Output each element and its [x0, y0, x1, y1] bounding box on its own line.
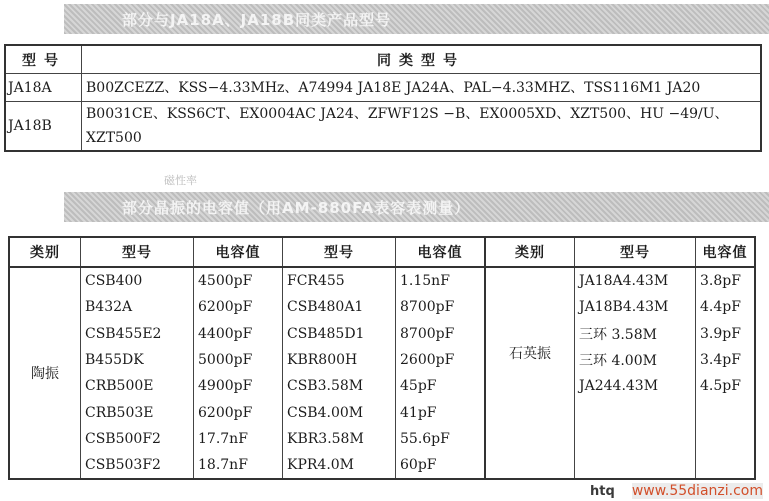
table-row — [5, 102, 761, 152]
capacitance-cell: 45pF — [396, 373, 486, 399]
model-cell: B455DK — [81, 347, 194, 373]
capacitance-cell: 3.8pF — [696, 267, 756, 294]
column-header-model: 型号 — [575, 237, 696, 267]
model-cell: KBR800H — [283, 347, 396, 373]
model-cell: CSB3.58M — [283, 373, 396, 399]
column-header-capacitance: 电容值 — [696, 237, 756, 267]
model-cell: CSB485D1 — [283, 321, 396, 347]
equivalents-cell: B0031CE、KSS6CT、EX0004AC JA24、ZFWF12S −B、EX0005XD、XZT500、HU −49/U、XZT500 — [82, 102, 762, 152]
model-cell: JA244.43M — [575, 373, 696, 399]
column-header-category: 类别 — [9, 237, 81, 267]
capacitance-cell — [696, 452, 756, 479]
category-quartz: 石英振 — [485, 267, 575, 479]
section-banner-capacitance: 部分晶振的电容值（用AM-880FA表容表测量） — [64, 192, 769, 222]
model-cell: JA18B4.43M — [575, 294, 696, 320]
faint-stamp-text: 磁性率 — [164, 174, 197, 187]
capacitance-table — [8, 236, 756, 480]
column-header-model: 型号 — [81, 237, 194, 267]
capacitance-cell: 4500pF — [194, 267, 283, 294]
capacitance-cell: 41pF — [396, 399, 486, 425]
capacitance-cell: 3.9pF — [696, 321, 756, 347]
model-cell: CSB4.00M — [283, 399, 396, 425]
column-header-equivalents: 同类型号 — [82, 45, 762, 74]
capacitance-cell: 4.4pF — [696, 294, 756, 320]
capacitance-cell — [696, 399, 756, 425]
table-row — [9, 267, 755, 294]
table-header-row — [9, 237, 755, 267]
model-cell: JA18A — [5, 74, 82, 102]
equivalents-table — [4, 44, 762, 152]
model-cell: JA18B — [5, 102, 82, 152]
model-cell: B432A — [81, 294, 194, 320]
table-row — [9, 452, 755, 479]
capacitance-cell: 18.7nF — [194, 452, 283, 479]
model-cell: KPR4.0M — [283, 452, 396, 479]
capacitance-cell: 8700pF — [396, 321, 486, 347]
column-header-capacitance: 电容值 — [396, 237, 486, 267]
model-cell: CRB503E — [81, 399, 194, 425]
table-header-row — [5, 45, 761, 74]
capacitance-cell: 6200pF — [194, 294, 283, 320]
table-row — [9, 347, 755, 373]
model-cell: KBR3.58M — [283, 426, 396, 452]
equivalents-cell: B00ZCEZZ、KSS−4.33MHz、A74994 JA18E JA24A、PAL−4.33MHZ、TSS116M1 JA20 — [82, 74, 762, 102]
capacitance-cell: 4.5pF — [696, 373, 756, 399]
model-cell: 三环 4.00M — [575, 347, 696, 373]
table-row — [9, 426, 755, 452]
table-row — [9, 294, 755, 320]
model-cell: CSB500F2 — [81, 426, 194, 452]
model-cell: CSB455E2 — [81, 321, 194, 347]
model-cell: FCR455 — [283, 267, 396, 294]
category-ceramic: 陶振 — [9, 267, 81, 479]
capacitance-cell — [696, 426, 756, 452]
column-header-capacitance: 电容值 — [194, 237, 283, 267]
table-row — [9, 399, 755, 425]
capacitance-cell: 1.15nF — [396, 267, 486, 294]
model-cell: CRB500E — [81, 373, 194, 399]
model-cell: JA18A4.43M — [575, 267, 696, 294]
table-row — [9, 373, 755, 399]
capacitance-cell: 6200pF — [194, 399, 283, 425]
model-cell: CSB400 — [81, 267, 194, 294]
capacitance-cell: 55.6pF — [396, 426, 486, 452]
column-header-model: 型号 — [5, 45, 82, 74]
capacitance-cell: 3.4pF — [696, 347, 756, 373]
column-header-model: 型号 — [283, 237, 396, 267]
model-cell — [575, 399, 696, 425]
capacitance-cell: 8700pF — [396, 294, 486, 320]
site-watermark: www.55dianzi.com — [631, 483, 763, 499]
capacitance-cell: 5000pF — [194, 347, 283, 373]
model-cell: CSB503F2 — [81, 452, 194, 479]
table-row — [9, 321, 755, 347]
column-header-category: 类别 — [485, 237, 575, 267]
capacitance-cell: 60pF — [396, 452, 486, 479]
model-cell — [575, 452, 696, 479]
table-row — [5, 74, 761, 102]
capacitance-cell: 4900pF — [194, 373, 283, 399]
model-cell: CSB480A1 — [283, 294, 396, 320]
capacitance-cell: 4400pF — [194, 321, 283, 347]
capacitance-cell: 17.7nF — [194, 426, 283, 452]
model-cell: 三环 3.58M — [575, 321, 696, 347]
capacitance-cell: 2600pF — [396, 347, 486, 373]
watermark-left-text: htq — [590, 484, 615, 499]
section-banner-equivalents: 部分与JA18A、JA18B同类产品型号 — [64, 4, 769, 34]
model-cell — [575, 426, 696, 452]
